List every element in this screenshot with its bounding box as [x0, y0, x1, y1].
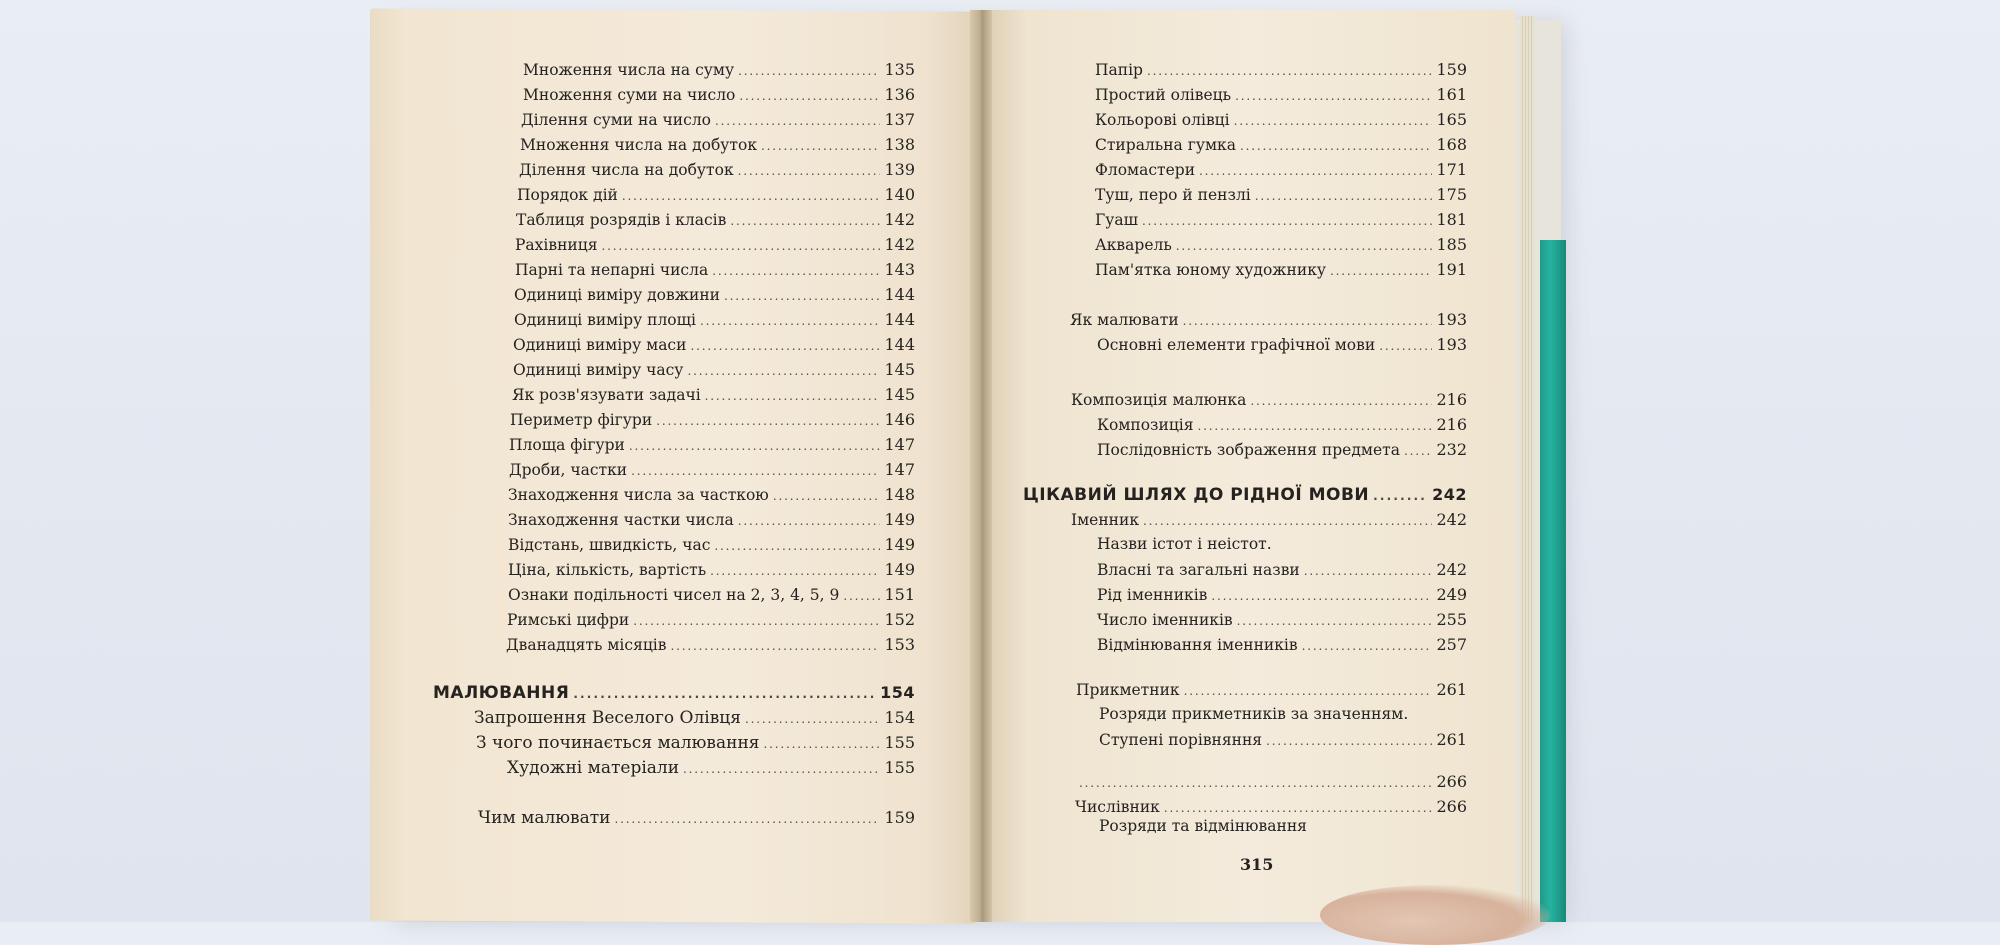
toc-label: Знаходження частки числа	[508, 511, 734, 529]
toc-page: 152	[884, 610, 915, 629]
toc-label: МАЛЮВАННЯ	[433, 683, 570, 703]
toc-page: 142	[884, 210, 915, 229]
toc-page: 155	[884, 758, 915, 777]
toc-entry	[1097, 415, 1467, 434]
toc-label: Ділення числа на добуток	[519, 161, 734, 179]
toc-page: 149	[884, 535, 915, 554]
toc-page: 242	[1432, 485, 1467, 504]
toc-label: Відмінювання іменників	[1097, 636, 1298, 654]
toc-label: Простий олівець	[1095, 86, 1232, 104]
toc-entry	[1095, 60, 1467, 79]
toc-entry	[1097, 635, 1467, 654]
toc-page: 146	[884, 410, 915, 429]
toc-label: Ділення суми на число	[521, 111, 711, 129]
toc-page: 216	[1436, 415, 1467, 434]
toc-page: 154	[884, 708, 915, 727]
toc-label: Художні матеріали	[507, 758, 680, 778]
toc-page: 153	[884, 635, 915, 654]
toc-label: Порядок дій	[517, 186, 618, 204]
toc-label: Акварель	[1095, 236, 1172, 254]
toc-entry	[1097, 535, 1467, 553]
toc-entry	[1075, 772, 1467, 791]
toc-page: 144	[884, 285, 915, 304]
toc-page: 255	[1436, 610, 1467, 629]
toc-label: Одиниці виміру площі	[514, 311, 697, 329]
toc-page: 193	[1436, 310, 1467, 329]
toc-label: Як малювати	[1070, 311, 1179, 329]
toc-entry	[1097, 610, 1467, 629]
toc-entry	[1095, 160, 1467, 179]
toc-page: 266	[1436, 797, 1467, 816]
toc-page: 147	[884, 435, 915, 454]
toc-label: Стиральна гумка	[1095, 136, 1236, 154]
toc-page: 261	[1436, 680, 1467, 699]
toc-page: 138	[884, 135, 915, 154]
toc-page: 216	[1436, 390, 1467, 409]
toc-page: 142	[884, 235, 915, 254]
toc-page: 148	[884, 485, 915, 504]
toc-page: 155	[884, 733, 915, 752]
toc-label: Ціна, кількість, вартість	[508, 561, 707, 579]
toc-entry	[1097, 585, 1467, 604]
toc-entry	[1095, 235, 1467, 254]
toc-page: 143	[884, 260, 915, 279]
toc-label: Папір	[1095, 61, 1143, 79]
toc-label: ЦІКАВИЙ ШЛЯХ ДО РІДНОЇ МОВИ	[1023, 485, 1370, 505]
toc-label: Дванадцять місяців	[506, 636, 667, 654]
toc-label: Знаходження числа за часткою	[508, 486, 769, 504]
toc-label: Композиція	[1097, 416, 1194, 434]
toc-entry	[1097, 560, 1467, 579]
toc-section-heading	[1023, 485, 1467, 505]
toc-label: Розряди прикметників за значенням.	[1099, 705, 1409, 723]
toc-page: 171	[1436, 160, 1467, 179]
toc-label: Розряди та відмінювання	[1099, 817, 1307, 835]
toc-label: Множення числа на добуток	[520, 136, 758, 154]
toc-entry	[1076, 680, 1467, 699]
toc-label: Одиниці виміру часу	[513, 361, 684, 379]
toc-label: Ознаки подільності чисел на 2, 3, 4, 5, 9	[508, 586, 840, 604]
toc-entry	[1071, 390, 1467, 409]
toc-entry	[1095, 135, 1467, 154]
toc-label: Рід іменників	[1097, 586, 1208, 604]
toc-label: Основні елементи графічної мови	[1097, 336, 1376, 354]
toc-label: Іменник	[1071, 511, 1140, 529]
toc-label: Послідовність зображення предмета	[1097, 441, 1400, 459]
toc-page: 147	[884, 460, 915, 479]
toc-label: Число іменників	[1097, 611, 1233, 629]
toc-page: 261	[1436, 730, 1467, 749]
toc-page: 144	[884, 335, 915, 354]
toc-page: 249	[1436, 585, 1467, 604]
toc-label: Прикметник	[1076, 681, 1180, 699]
toc-page: 232	[1436, 440, 1467, 459]
toc-label: Композиція малюнка	[1071, 391, 1247, 409]
toc-entry	[1095, 210, 1467, 229]
toc-page: 151	[884, 585, 915, 604]
toc-label: Пам'ятка юному художнику	[1095, 261, 1327, 279]
toc-page: 257	[1436, 635, 1467, 654]
toc-label: Парні та непарні числа	[515, 261, 709, 279]
toc-page: 139	[884, 160, 915, 179]
toc-label: Числівник	[1075, 798, 1160, 816]
toc-label: Площа фігури	[509, 436, 625, 454]
toc-page: 168	[1436, 135, 1467, 154]
toc-page: 165	[1436, 110, 1467, 129]
toc-page: 242	[1436, 510, 1467, 529]
toc-page: 154	[880, 683, 915, 702]
toc-page: 140	[884, 185, 915, 204]
toc-page: 193	[1436, 335, 1467, 354]
toc-label: Запрошення Веселого Олівця	[474, 708, 741, 728]
toc-label: Ступені порівняння	[1099, 731, 1263, 749]
toc-page: 149	[884, 560, 915, 579]
toc-entry	[1095, 110, 1467, 129]
toc-label: Фломастери	[1095, 161, 1196, 179]
toc-label: Туш, перо й пензлі	[1095, 186, 1251, 204]
toc-page: 242	[1436, 560, 1467, 579]
toc-page: 159	[884, 808, 915, 827]
toc-label: Рахівниця	[515, 236, 598, 254]
toc-page: 266	[1436, 772, 1467, 791]
toc-label: Римські цифри	[507, 611, 630, 629]
toc-page: 161	[1436, 85, 1467, 104]
toc-label: Множення числа на суму	[523, 61, 735, 79]
toc-entry	[1070, 310, 1467, 329]
toc-label: Дроби, частки	[509, 461, 628, 479]
toc-page: 137	[884, 110, 915, 129]
toc-page: 159	[1436, 60, 1467, 79]
toc-page: 145	[884, 360, 915, 379]
toc-entry	[1099, 730, 1467, 749]
toc-page: 185	[1436, 235, 1467, 254]
toc-entry	[1099, 817, 1467, 835]
toc-label: Як розв'язувати задачі	[512, 386, 701, 404]
toc-label: Відстань, швидкість, час	[508, 536, 711, 554]
toc-label: Периметр фігури	[510, 411, 653, 429]
toc-entry	[1075, 797, 1467, 816]
toc-label: Таблиця розрядів і класів	[516, 211, 727, 229]
toc-label: Чим малювати	[478, 808, 611, 828]
toc-page: 145	[884, 385, 915, 404]
toc-label: Одиниці виміру довжини	[514, 286, 720, 304]
finger-shadow	[1320, 885, 1550, 945]
toc-entry	[1099, 705, 1467, 723]
toc-label: Одиниці виміру маси	[513, 336, 687, 354]
toc-label: Власні та загальні назви	[1097, 561, 1300, 579]
toc-label: Назви істот і неістот.	[1097, 535, 1272, 553]
toc-label: Множення суми на число	[523, 86, 736, 104]
toc-page: 136	[884, 85, 915, 104]
toc-entry	[1095, 85, 1467, 104]
toc-entry	[1095, 185, 1467, 204]
toc-label: Кольорові олівці	[1095, 111, 1230, 129]
toc-entry	[1097, 440, 1467, 459]
toc-entry	[1071, 510, 1467, 529]
toc-page: 144	[884, 310, 915, 329]
toc-page: 149	[884, 510, 915, 529]
toc-label: Гуаш	[1095, 211, 1139, 229]
toc-entry	[1095, 260, 1467, 279]
toc-entry	[1097, 335, 1467, 354]
toc-label: З чого починається малювання	[476, 733, 760, 753]
toc-page: 175	[1436, 185, 1467, 204]
toc-page: 191	[1436, 260, 1467, 279]
toc-page: 135	[884, 60, 915, 79]
toc-page: 181	[1436, 210, 1467, 229]
page-number: 315	[1240, 855, 1274, 874]
